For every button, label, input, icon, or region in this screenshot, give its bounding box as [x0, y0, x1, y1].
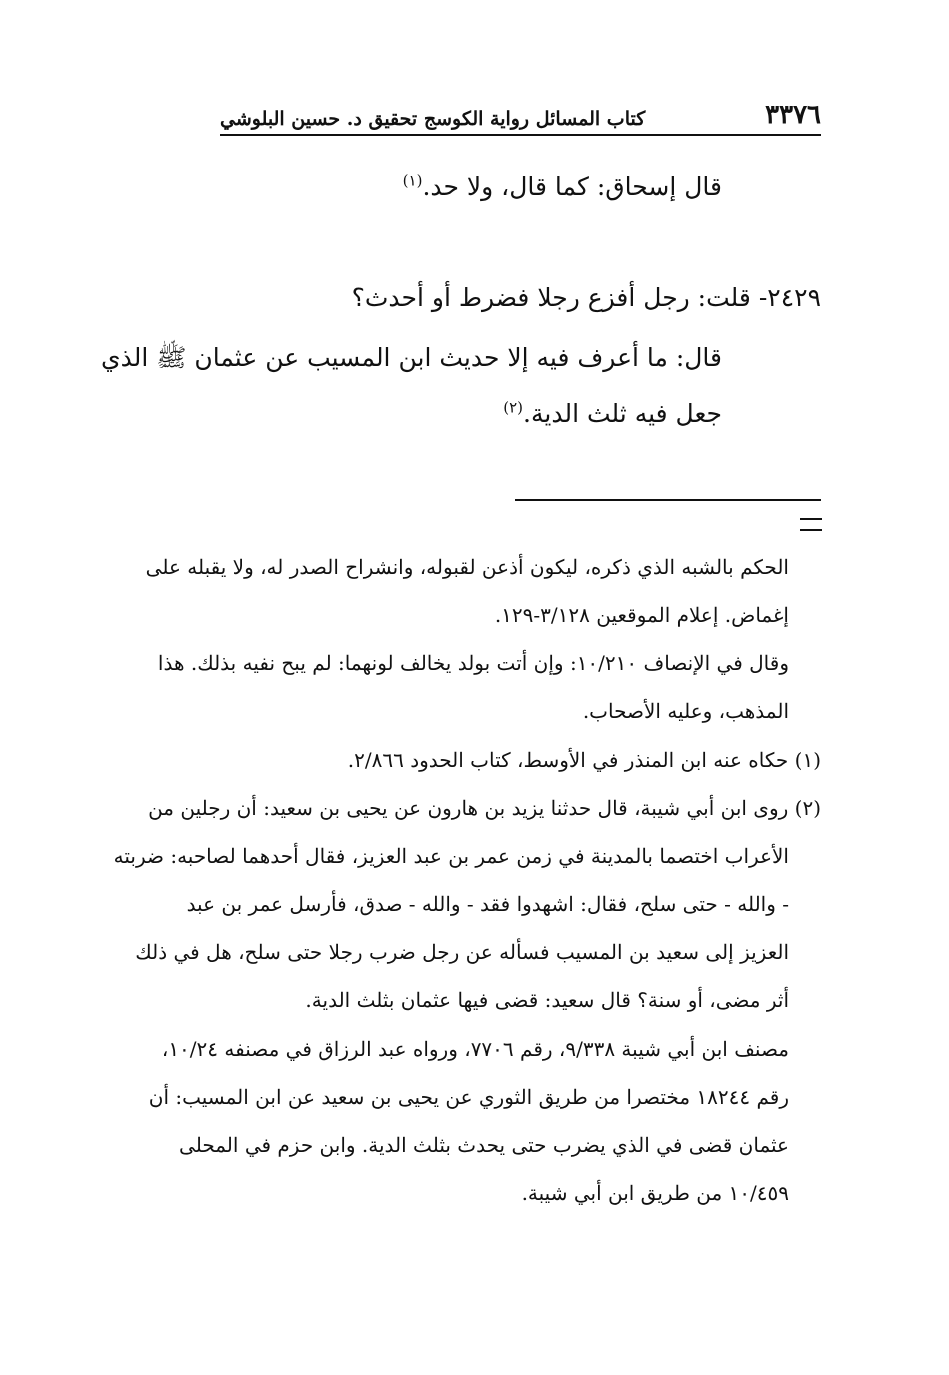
footnote-line: المذهب، وعليه الأصحاب. [582, 699, 789, 723]
footnote-continuation-mark [800, 518, 822, 531]
footnote-line: عثمان قضى في الذي يضرب حتى يحدث بثلث الدية. وابن حزم في المحلى [179, 1133, 789, 1157]
running-title: كتاب المسائل رواية الكوسج تحقيق د. حسين البلوشي [220, 108, 646, 130]
footnote-line: مصنف ابن أبي شيبة ٩/٣٣٨، رقم ٧٧٠٦، ورواه عبد الرزاق في مصنفه ١٠/٢٤، [161, 1037, 789, 1061]
footnote-line: أثر مضى، أو سنة؟ قال سعيد: قضى فيها عثمان بثلث الدية. [305, 988, 789, 1012]
footnote-line: وقال في الإنصاف ١٠/٢١٠: وإن أتت بولد يخالف لونهما: لم يبح نفيه بذلك. هذا [157, 651, 789, 675]
footnote-line: العزيز إلى سعيد بن المسيب فسأله عن رجل ضرب رجلا حتى سلح، هل في ذلك [135, 940, 789, 964]
body-line-3: قال: ما أعرف فيه إلا حديث ابن المسيب عن عثمان ﷺ الذي [101, 343, 722, 372]
footnote-line: - والله - حتى سلح، فقال: اشهدوا فقد - والله - صدق، فأرسل عمر بن عبد [186, 892, 789, 916]
body-line-2: ٢٤٢٩- قلت: رجل أفزع رجلا فضرط أو أحدث؟ [351, 283, 821, 312]
body-line-4-text: جعل فيه ثلث الدية. [523, 399, 722, 428]
footnote-1: (١) حكاه عنه ابن المنذر في الأوسط، كتاب الحدود ٢/٨٦٦. [347, 748, 821, 772]
footnote-ref-2: (٢) [503, 398, 524, 417]
body-line-1-text: قال إسحاق: كما قال، ولا حد. [422, 172, 722, 201]
page-number: ٣٣٧٦ [765, 100, 821, 130]
body-line-4 [503, 399, 722, 428]
body-line-1 [403, 172, 722, 201]
footnote-separator [515, 499, 821, 501]
footnote-line: ١٠/٤٥٩ من طريق ابن أبي شيبة. [521, 1181, 789, 1205]
footnote-ref-1: (١) [402, 171, 423, 190]
footnote-line: الأعراب اختصما بالمدينة في زمن عمر بن عبد العزيز، فقال أحدهما لصاحبه: ضربته [113, 844, 789, 868]
footnote-line: إغماض. إعلام الموقعين ٣/١٢٨-١٢٩. [494, 603, 789, 627]
page-header [220, 96, 821, 130]
footnote-line: الحكم بالشبه الذي ذكره، ليكون أذعن لقبوله، وانشراح الصدر له، ولا يقبله على [145, 555, 789, 579]
footnote-2: (٢) روى ابن أبي شيبة، قال حدثنا يزيد بن هارون عن يحيى بن سعيد: أن رجلين من [148, 796, 821, 820]
header-rule [220, 134, 821, 136]
footnote-line: رقم ١٨٢٤٤ مختصرا من طريق الثوري عن يحيى بن سعيد عن ابن المسيب: أن [148, 1085, 789, 1109]
